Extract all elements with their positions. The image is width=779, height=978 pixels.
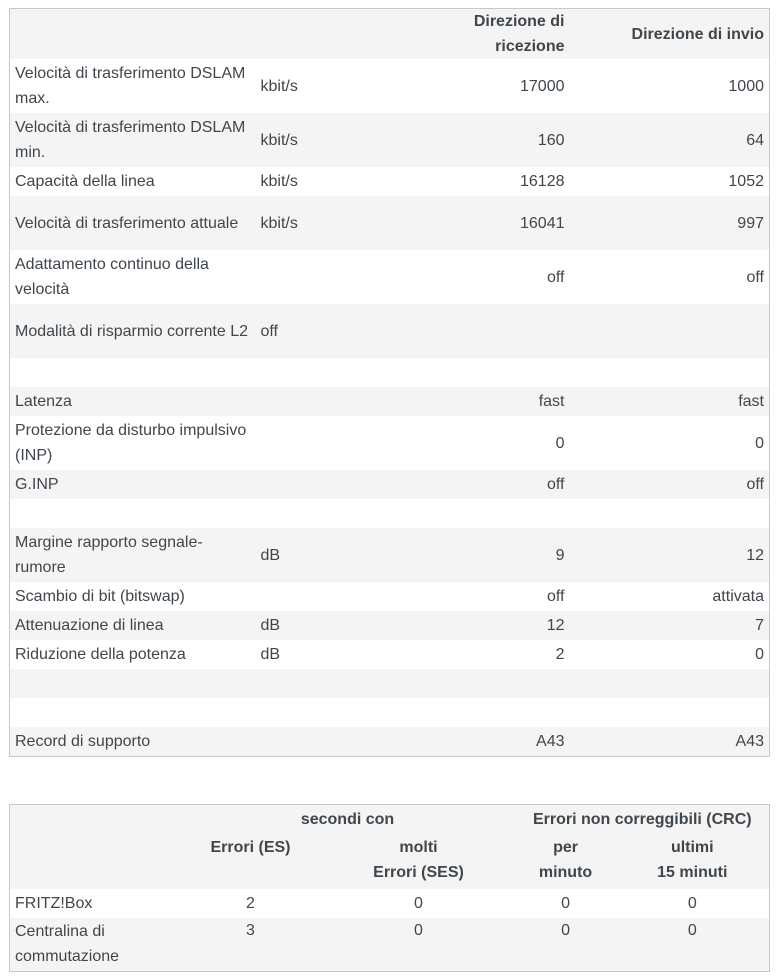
dsl-info-table	[9, 8, 770, 757]
row-label	[10, 358, 256, 387]
row-rx: 160	[537, 131, 565, 149]
row-per-minute: 0	[561, 921, 570, 939]
table-row	[10, 304, 770, 358]
row-rx: 17000	[520, 77, 565, 95]
table-row	[10, 582, 770, 611]
header-unit-empty	[256, 9, 410, 60]
row-tx: attivata	[712, 588, 764, 605]
row-label: Riduzione della potenza	[15, 646, 186, 663]
column-per-minute	[516, 835, 616, 889]
row-unit	[256, 358, 410, 387]
table-row-spacer	[10, 698, 770, 727]
column-last-15-line2: 15 minuti	[657, 863, 728, 881]
header-receive: Direzione di ricezione	[473, 13, 565, 55]
row-tx: 7	[755, 617, 764, 634]
row-last-15: 0	[687, 894, 697, 912]
row-rx	[410, 358, 570, 387]
row-rx: 16128	[520, 173, 565, 190]
row-label: Latenza	[15, 393, 72, 410]
group-empty	[10, 805, 180, 835]
row-label: Velocità di trasferimento DSLAM min.	[15, 119, 246, 161]
row-label	[10, 499, 256, 528]
row-rx: 0	[555, 434, 565, 452]
row-tx	[570, 499, 770, 528]
row-label: Margine rapporto segnale-rumore	[15, 534, 203, 576]
table-row	[10, 113, 770, 167]
row-rx	[410, 698, 570, 727]
table-row	[10, 470, 770, 499]
row-unit	[256, 698, 410, 727]
row-tx: 997	[737, 214, 764, 232]
row-rx: fast	[538, 393, 565, 410]
table-row	[10, 250, 770, 304]
row-tx: off	[746, 268, 764, 286]
row-rx	[410, 499, 570, 528]
table-row	[10, 889, 770, 918]
row-label: Adattamento continuo della velocità	[15, 256, 209, 298]
row-rx: off	[547, 476, 565, 493]
row-ses: 0	[414, 894, 423, 912]
error-table-group-header	[10, 805, 770, 835]
table-row	[10, 387, 770, 416]
row-rx: 16041	[520, 214, 565, 232]
column-per-minute-line2: minuto	[538, 863, 593, 881]
row-tx	[570, 358, 770, 387]
table-row-spacer	[10, 358, 770, 387]
table-row-spacer	[10, 499, 770, 528]
table-row	[10, 416, 770, 470]
row-unit: dB	[260, 646, 281, 663]
table-row	[10, 196, 770, 250]
row-rx: off	[547, 268, 565, 286]
row-rx	[410, 669, 570, 698]
row-label: Record di supporto	[15, 732, 151, 750]
row-rx: 12	[546, 617, 565, 634]
row-label: Modalità di risparmio corrente L2	[15, 322, 248, 340]
table-row-spacer	[10, 669, 770, 698]
column-empty	[10, 835, 180, 889]
group-seconds-header: secondi con	[300, 811, 395, 829]
row-tx: 1052	[728, 173, 764, 190]
error-table-column-header	[10, 835, 770, 889]
row-unit	[256, 250, 410, 304]
row-rx	[410, 304, 570, 358]
row-tx: 0	[755, 646, 764, 663]
table-row	[10, 640, 770, 669]
column-ses-line2: Errori (SES)	[373, 863, 464, 881]
row-tx	[570, 669, 770, 698]
row-label: Protezione da disturbo impulsivo (INP)	[15, 422, 247, 464]
row-unit	[256, 669, 410, 698]
column-es	[180, 835, 322, 889]
row-label: FRITZ!Box	[15, 894, 93, 912]
row-label	[10, 669, 256, 698]
row-label: Centralina di commutazione	[15, 923, 120, 966]
row-tx: 1000	[728, 77, 764, 95]
header-send: Direzione di invio	[631, 25, 764, 43]
row-rx: off	[547, 588, 565, 605]
column-ses	[322, 835, 516, 889]
row-unit	[256, 499, 410, 528]
column-last-15	[616, 835, 770, 889]
row-unit	[256, 727, 410, 756]
row-unit: kbit/s	[260, 214, 298, 232]
row-tx: 64	[746, 131, 764, 149]
row-label: Velocità di trasferimento DSLAM max.	[15, 65, 246, 107]
row-rx: 9	[555, 546, 565, 564]
table-row	[10, 611, 770, 640]
row-rx: 2	[555, 646, 565, 663]
table-row	[10, 727, 770, 756]
row-unit	[256, 387, 410, 416]
table-row	[10, 528, 770, 582]
row-per-minute: 0	[561, 894, 570, 912]
row-ses: 0	[414, 921, 423, 939]
row-unit: off	[260, 322, 278, 340]
row-unit	[256, 582, 410, 611]
row-es: 3	[246, 921, 255, 939]
row-tx: 0	[755, 434, 764, 452]
dsl-table-header	[10, 9, 770, 60]
row-tx: off	[746, 476, 764, 493]
row-unit	[256, 470, 410, 499]
row-tx: 12	[746, 546, 764, 564]
column-ses-line1: molti	[399, 838, 438, 856]
row-unit	[256, 416, 410, 470]
row-label: Velocità di trasferimento attuale	[15, 214, 239, 232]
row-tx: fast	[738, 393, 764, 410]
row-unit: kbit/s	[260, 77, 298, 95]
row-label: G.INP	[15, 476, 59, 493]
row-label	[10, 698, 256, 727]
row-label: Attenuazione di linea	[15, 617, 164, 634]
group-crc-header: Errori non correggibili (CRC)	[532, 811, 752, 829]
column-es-label: Errori (ES)	[210, 838, 291, 856]
row-es: 2	[246, 894, 255, 912]
row-unit: kbit/s	[260, 173, 298, 190]
header-label-empty	[10, 9, 256, 60]
row-tx: A43	[735, 732, 764, 750]
row-unit: dB	[260, 617, 281, 634]
row-label: Capacità della linea	[15, 173, 155, 190]
row-last-15: 0	[687, 921, 697, 939]
row-unit: kbit/s	[260, 131, 298, 149]
column-per-minute-line1: per	[553, 838, 578, 856]
table-row	[10, 167, 770, 196]
column-last-15-line1: ultimi	[670, 838, 714, 856]
table-row	[10, 918, 770, 972]
row-tx	[570, 304, 770, 358]
row-tx	[570, 698, 770, 727]
row-label: Scambio di bit (bitswap)	[15, 588, 185, 605]
table-row	[10, 59, 770, 113]
row-rx: A43	[536, 732, 565, 750]
error-statistics-table	[9, 804, 770, 972]
row-unit: dB	[260, 546, 281, 564]
